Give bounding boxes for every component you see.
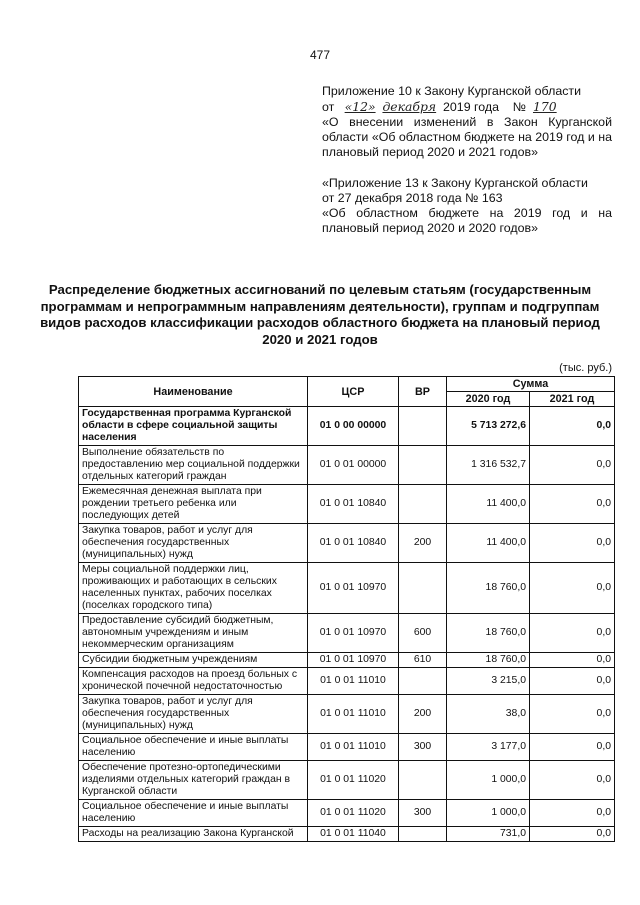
cell-vr: 610 <box>399 653 447 668</box>
header-sum: Сумма <box>447 377 615 392</box>
cell-y2020: 1 316 532,7 <box>447 446 530 485</box>
appendix-quoted-line2: от 27 декабря 2018 года № 163 <box>322 191 503 205</box>
table-row <box>79 827 615 842</box>
cell-y2020: 3 215,0 <box>447 668 530 695</box>
cell-vr: 600 <box>399 614 447 653</box>
table-body <box>79 407 615 842</box>
page-number: 477 <box>309 48 331 62</box>
table-row <box>79 800 615 827</box>
table-row <box>79 695 615 734</box>
cell-y2020: 731,0 <box>447 827 530 842</box>
cell-vr <box>399 485 447 524</box>
cell-y2020: 1 000,0 <box>447 761 530 800</box>
cell-vr <box>399 827 447 842</box>
cell-vr <box>399 563 447 614</box>
cell-y2021: 0,0 <box>530 653 615 668</box>
appendix-quoted-line3: «Об областном бюджете на 2019 год и на плановый период 2020 и 2020 годов» <box>322 206 612 235</box>
cell-name: Субсидии бюджетным учреждениям <box>79 653 308 668</box>
cell-vr: 200 <box>399 695 447 734</box>
cell-y2021: 0,0 <box>530 827 615 842</box>
cell-name: Компенсация расходов на проезд больных с хронической почечной недостаточностью <box>79 668 308 695</box>
header-vr: ВР <box>399 377 447 407</box>
cell-code: 01 0 01 11020 <box>308 800 399 827</box>
cell-vr: 300 <box>399 734 447 761</box>
appendix-quoted <box>322 176 612 236</box>
cell-code: 01 0 01 10970 <box>308 614 399 653</box>
appendix-quoted-line1: «Приложение 13 к Закону Курганской области <box>322 176 588 190</box>
cell-name: Закупка товаров, работ и услуг для обеспечения государственных (муниципальных) нужд <box>79 524 308 563</box>
table-row <box>79 761 615 800</box>
cell-name: Меры социальной поддержки лиц, проживающих и работающих в сельских населенных пунктах, рабочих поселках (поселках городского типа) <box>79 563 308 614</box>
cell-y2021: 0,0 <box>530 668 615 695</box>
cell-vr <box>399 407 447 446</box>
table-row <box>79 485 615 524</box>
date-year: 2019 года <box>443 100 500 114</box>
cell-name: Выполнение обязательств по предоставлению мер социальной поддержки отдельных категорий граждан <box>79 446 308 485</box>
table-row <box>79 614 615 653</box>
cell-name: Расходы на реализацию Закона Курганской <box>79 827 308 842</box>
cell-name: Государственная программа Курганской области в сфере социальной защиты населения <box>79 407 308 446</box>
table-row <box>79 407 615 446</box>
handwritten-number: 170 <box>532 99 557 114</box>
handwritten-month: декабря <box>382 99 437 114</box>
cell-y2020: 11 400,0 <box>447 485 530 524</box>
table-row <box>79 734 615 761</box>
table-row <box>79 668 615 695</box>
cell-code: 01 0 01 11010 <box>308 695 399 734</box>
cell-vr: 200 <box>399 524 447 563</box>
table-row <box>79 563 615 614</box>
cell-y2020: 3 177,0 <box>447 734 530 761</box>
cell-y2021: 0,0 <box>530 800 615 827</box>
cell-code: 01 0 01 00000 <box>308 446 399 485</box>
cell-code: 01 0 01 10970 <box>308 653 399 668</box>
table-row <box>79 446 615 485</box>
cell-code: 01 0 01 11040 <box>308 827 399 842</box>
cell-y2020: 5 713 272,6 <box>447 407 530 446</box>
cell-y2020: 18 760,0 <box>447 614 530 653</box>
cell-y2020: 18 760,0 <box>447 653 530 668</box>
cell-vr <box>399 668 447 695</box>
cell-y2020: 38,0 <box>447 695 530 734</box>
cell-vr <box>399 446 447 485</box>
cell-y2021: 0,0 <box>530 407 615 446</box>
header-2021: 2021 год <box>530 392 615 407</box>
appendix-top-line3: «О внесении изменений в Закон Курганской области «Об областном бюджете на 2019 год и на плановый период 2020 и 2021 годов» <box>322 115 612 159</box>
cell-name: Социальное обеспечение и иные выплаты населению <box>79 734 308 761</box>
appendix-top-date-line <box>322 99 612 115</box>
cell-vr: 300 <box>399 800 447 827</box>
document-title: Распределение бюджетных ассигнований по целевым статьям (государственным программам и непрограммным направлениям деятельности), группам и подгруппам видов расходов классификации расходов областного бюджета на плановый период 2020 и 2021 годов <box>40 282 600 347</box>
cell-name: Социальное обеспечение и иные выплаты населению <box>79 800 308 827</box>
units-label: (тыс. руб.) <box>559 362 612 374</box>
handwritten-day: «12» <box>344 99 376 114</box>
cell-vr <box>399 761 447 800</box>
cell-name: Обеспечение протезно-ортопедическими изделиями отдельных категорий граждан в Курганской области <box>79 761 308 800</box>
date-prefix: от <box>322 100 335 114</box>
cell-name: Ежемесячная денежная выплата при рождении третьего ребенка или последующих детей <box>79 485 308 524</box>
header-2020: 2020 год <box>447 392 530 407</box>
cell-code: 01 0 01 11020 <box>308 761 399 800</box>
cell-code: 01 0 01 10840 <box>308 524 399 563</box>
cell-name: Предоставление субсидий бюджетным, автономным учреждениям и иным некоммерческим организациям <box>79 614 308 653</box>
cell-y2020: 11 400,0 <box>447 524 530 563</box>
cell-y2020: 1 000,0 <box>447 800 530 827</box>
cell-y2021: 0,0 <box>530 761 615 800</box>
cell-y2021: 0,0 <box>530 695 615 734</box>
appendix-top-line1: Приложение 10 к Закону Курганской области <box>322 84 582 98</box>
cell-code: 01 0 01 11010 <box>308 734 399 761</box>
cell-y2021: 0,0 <box>530 563 615 614</box>
header-name: Наименование <box>79 377 308 407</box>
appendix-top <box>322 84 612 160</box>
table-row <box>79 653 615 668</box>
cell-y2021: 0,0 <box>530 734 615 761</box>
budget-table <box>78 376 615 842</box>
number-sign: № <box>512 100 527 114</box>
table-row <box>79 524 615 563</box>
cell-y2021: 0,0 <box>530 524 615 563</box>
cell-y2021: 0,0 <box>530 614 615 653</box>
cell-code: 01 0 01 10970 <box>308 563 399 614</box>
cell-y2021: 0,0 <box>530 446 615 485</box>
cell-code: 01 0 01 10840 <box>308 485 399 524</box>
cell-name: Закупка товаров, работ и услуг для обеспечения государственных (муниципальных) нужд <box>79 695 308 734</box>
cell-code: 01 0 00 00000 <box>308 407 399 446</box>
header-code: ЦСР <box>308 377 399 407</box>
cell-y2021: 0,0 <box>530 485 615 524</box>
cell-y2020: 18 760,0 <box>447 563 530 614</box>
cell-code: 01 0 01 11010 <box>308 668 399 695</box>
